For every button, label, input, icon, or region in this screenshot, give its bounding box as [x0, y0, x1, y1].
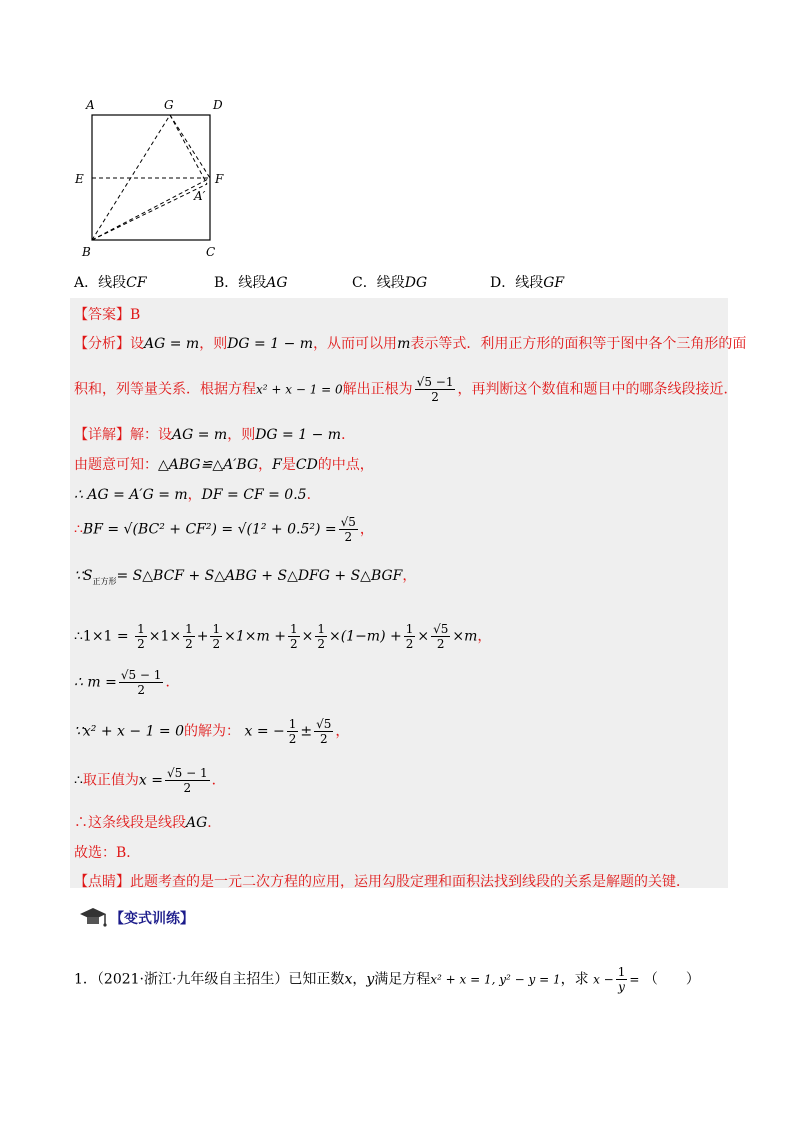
- label-g: G: [164, 98, 174, 112]
- answer-line: 【答案】B: [74, 307, 141, 323]
- fraction: $\frac{√5}{2}$: [340, 515, 356, 544]
- detail-line-3: ∴ AG = A′G = m，DF = CF = 0.5．: [74, 487, 321, 503]
- comment-line: 【点睛】此题考查的是一元二次方程的应用，运用勾股定理和面积法找到线段的关系是解题的关键．: [74, 874, 690, 890]
- detail-line-9: ∴取正值为x = $\frac{√5 - 1}{2}$ ．: [74, 766, 226, 795]
- detail-line-11: 故选：B．: [74, 845, 141, 861]
- detail-line-7: ∴ m = $\frac{√5 - 1}{2}$ ．: [74, 668, 180, 697]
- fraction: $\frac{√5}{2}$: [316, 717, 332, 746]
- detail-line-2: 由题意可知：△ABG≌△A′BG，F是CD的中点，: [74, 457, 374, 473]
- detail-line-4: ∴BF = √(BC² + CF²) = √(1² + 0.5²) = $\frac{√5}{2}$ ，: [74, 515, 374, 544]
- fraction: $\frac{√5 - 1}{2}$: [120, 668, 162, 697]
- fraction: $\frac{1}{2}$: [137, 622, 145, 651]
- fraction: $\frac{1}{2}$: [405, 622, 414, 651]
- square-figure: [70, 92, 250, 272]
- fraction: $\frac{1}{2}$: [317, 622, 325, 651]
- fraction: $\frac{1}{2}$: [289, 622, 298, 651]
- label-c: C: [206, 245, 216, 259]
- fraction: $\frac{1}{2}$: [212, 622, 221, 651]
- detail-line-8: ∵x² + x − 1 = 0的解为： x = − $\frac{1}{2}$ ± $\frac{√5}{2}$ ，: [74, 717, 350, 746]
- label-a-prime: A′: [194, 189, 206, 203]
- fraction: $\frac{√5 - 1}{2}$: [167, 766, 208, 795]
- fraction: $\frac{1}{2}$: [185, 622, 193, 651]
- label-d: D: [213, 98, 223, 112]
- answer-options: [74, 272, 754, 296]
- segment-gf: [170, 115, 210, 178]
- fraction: $\frac{√5}{2}$: [433, 622, 449, 651]
- segment-ba-prime: [92, 184, 207, 240]
- label-e: E: [75, 172, 84, 186]
- option-a[interactable]: A．线段CF: [74, 275, 147, 291]
- label-a: A: [86, 98, 95, 112]
- detail-line-1: 【详解】解：设AG = m，则DG = 1 − m．: [74, 427, 356, 443]
- option-b[interactable]: B．线段AG: [214, 275, 288, 291]
- detail-line-6: ∴1×1 = $\frac{1}{2}$ ×1× $\frac{1}{2}$ + $\frac{1}{2}$ ×1×m + $\frac{1}{2}$ × $\frac{1}{2}$ ×(1−m) + $\frac{1}{2}$ × $\frac{√5}{2}$ ×m，: [74, 622, 492, 651]
- variant-training-title: 【变式训练】: [110, 911, 194, 927]
- graduation-cap-icon: [78, 906, 108, 930]
- segment-ga-prime: [170, 115, 207, 184]
- fraction: $\frac{1}{2}$: [288, 717, 297, 746]
- detail-line-10: ∴这条线段是线段AG．: [74, 815, 222, 831]
- option-c[interactable]: C．线段DG: [352, 275, 428, 291]
- fraction: $\frac{1}{y}$: [617, 965, 626, 994]
- question-1: 1．（2021·浙江·九年级自主招生）已知正数x，y满足方程x² + x = 1, y² − y = 1，求 x − $\frac{1}{y}$ = （ ）: [74, 965, 700, 994]
- fraction: $\frac{√5 -1}{2}$: [416, 375, 454, 404]
- label-b: B: [82, 245, 91, 259]
- analysis-line-2: 积和，列等量关系．根据方程x² + x − 1 = 0解出正根为 $\frac{√5 -1}{2}$ ，再判断这个数值和题目中的哪条线段接近．: [74, 375, 738, 404]
- detail-line-5: $\because S_{正方形}=$ S△BCF + S△ABG + S△DFG + S△BGF，: [74, 568, 417, 586]
- analysis-line-1: 【分析】设AG = m，则DG = 1 − m，从而可以用m表示等式．利用正方形的面积等于图中各个三角形的面: [74, 336, 747, 352]
- label-f: F: [215, 172, 224, 186]
- segment-bf: [92, 178, 210, 240]
- option-d[interactable]: D．线段GF: [490, 275, 565, 291]
